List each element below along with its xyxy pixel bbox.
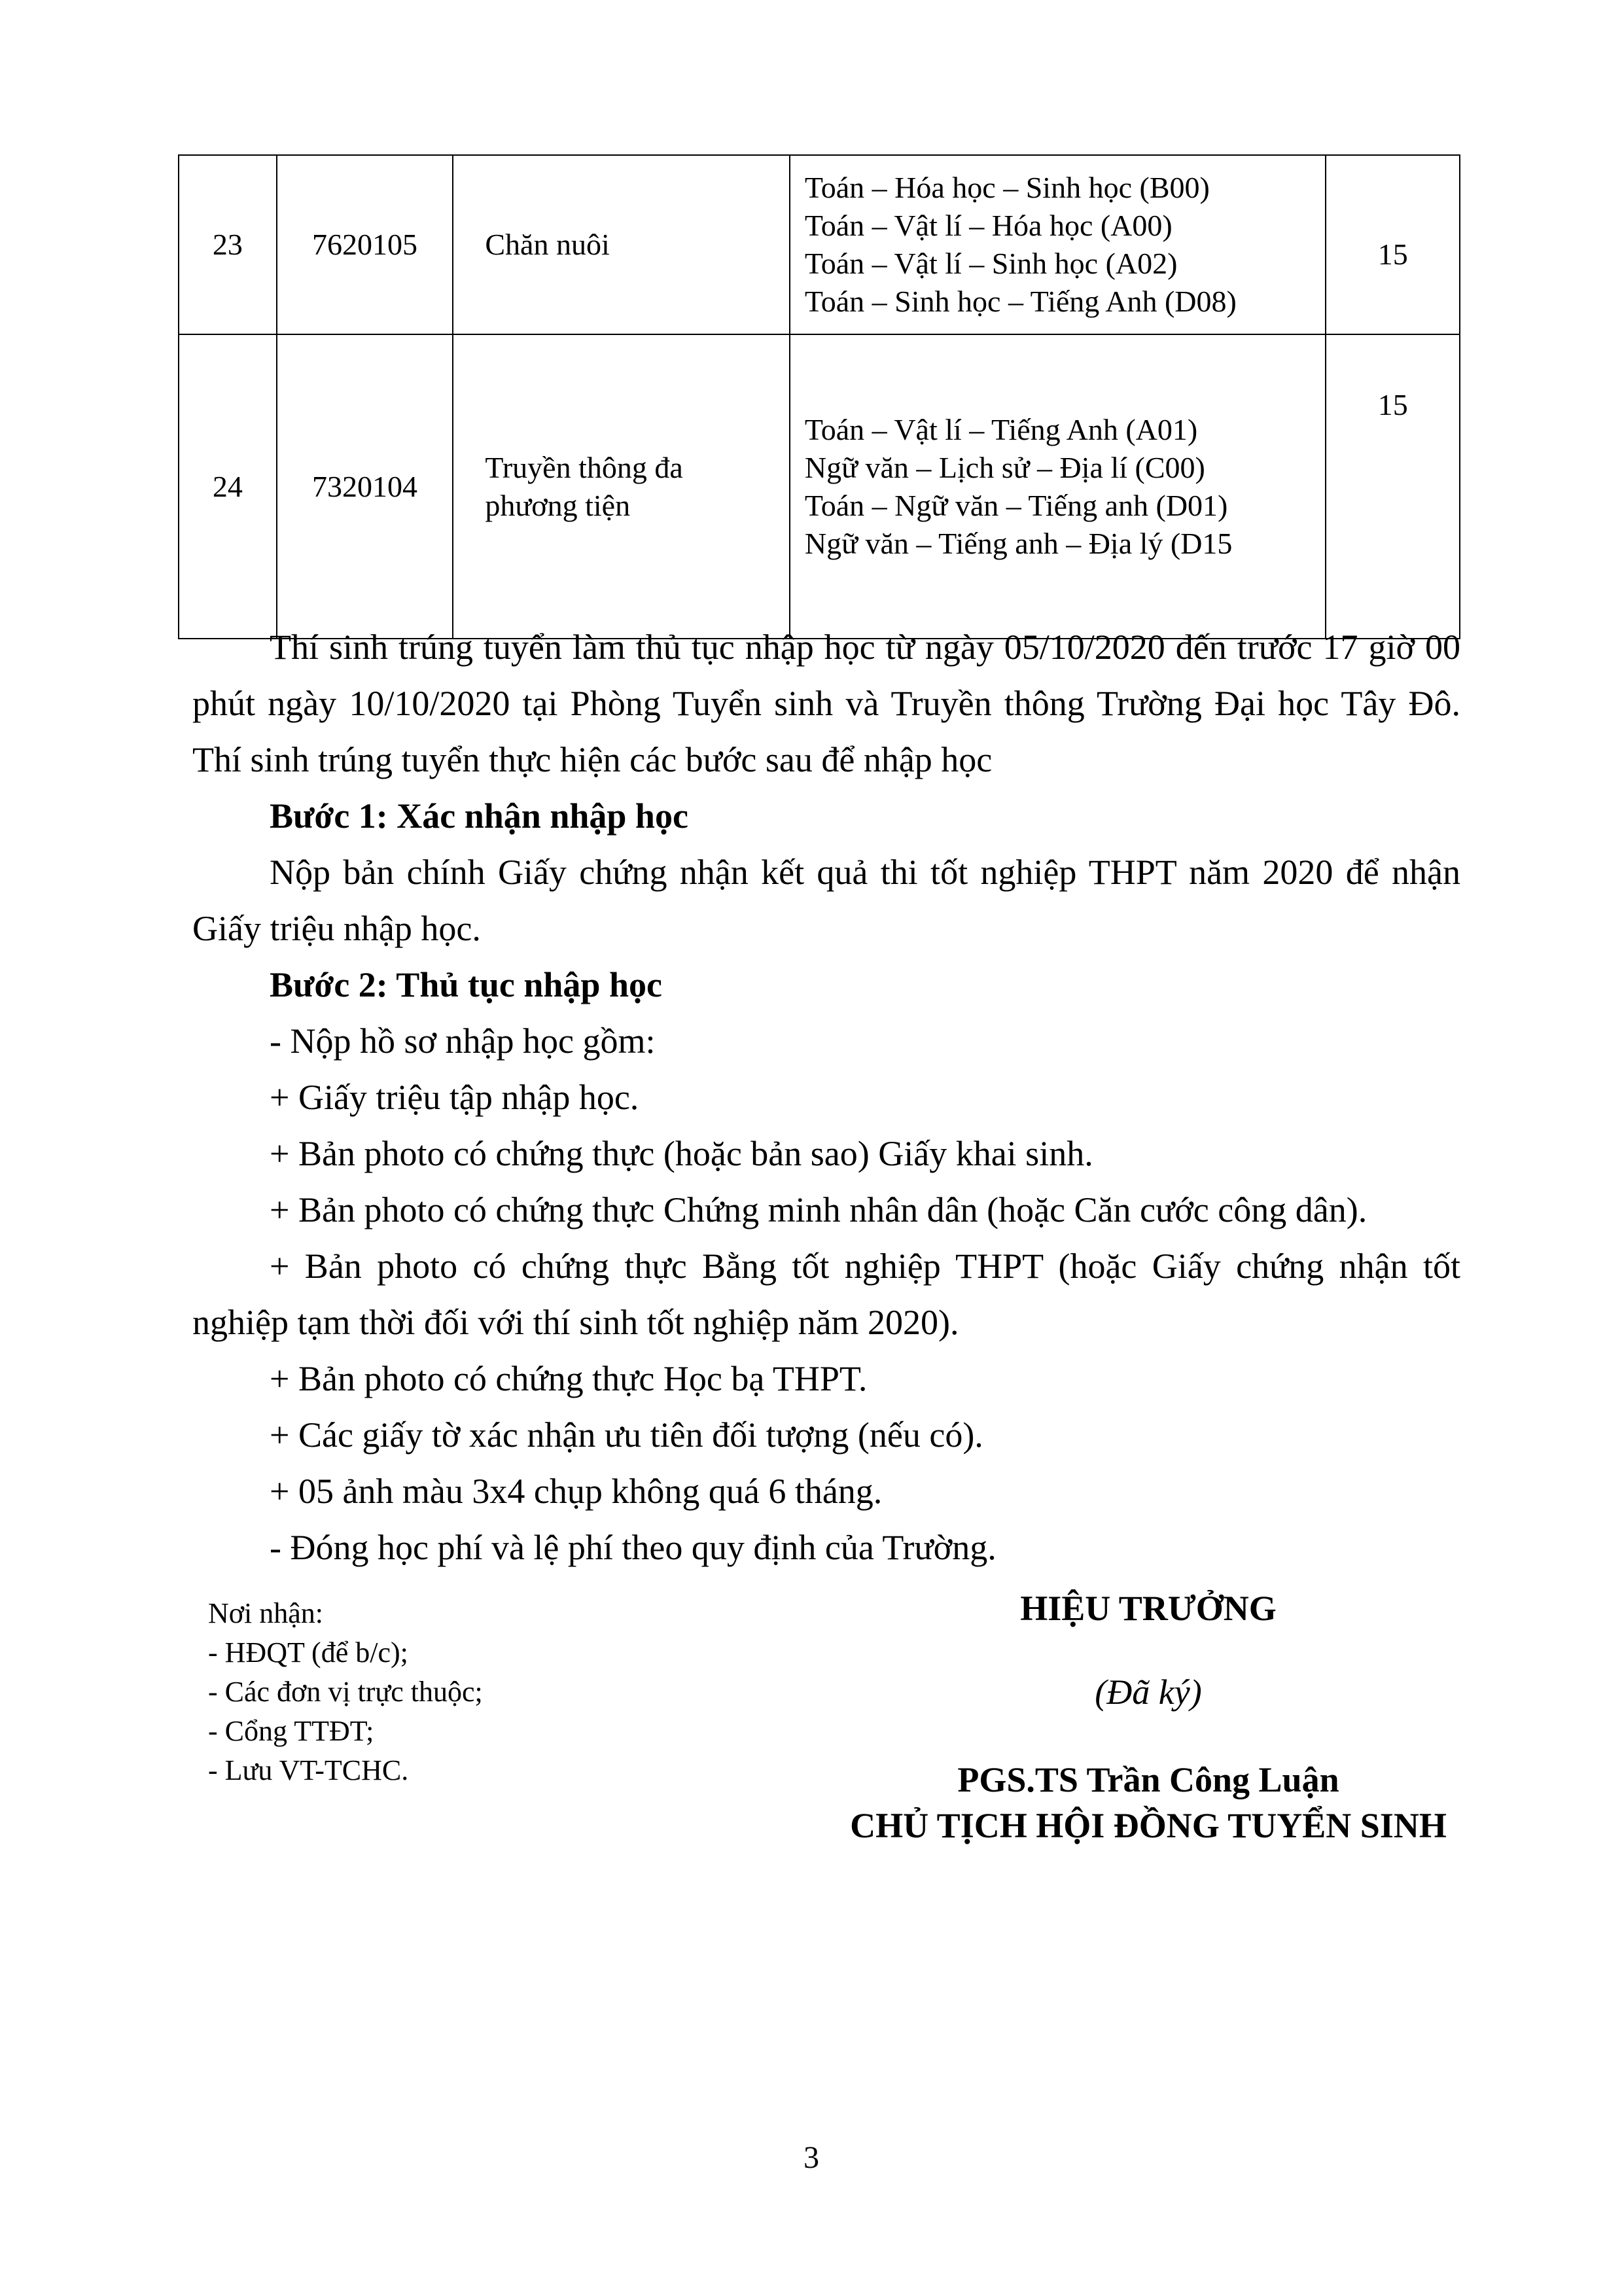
recipients-title: Nơi nhận: bbox=[208, 1597, 324, 1629]
page-number: 3 bbox=[803, 2140, 819, 2175]
combo-line: Ngữ văn – Tiếng anh – Địa lý (D15 bbox=[804, 526, 1233, 560]
signer-title: CHỦ TỊCH HỘI ĐỒNG TUYỂN SINH bbox=[850, 1806, 1447, 1845]
list-item: + Bản photo có chứng thực Chứng minh nhân dân (hoặc Căn cước công dân). bbox=[270, 1190, 1368, 1229]
row-major-name bbox=[453, 334, 790, 639]
table-row bbox=[179, 155, 1460, 334]
combo-line: Toán – Vật lí – Tiếng Anh (A01) bbox=[804, 412, 1198, 446]
row-stt: 23 bbox=[179, 155, 277, 334]
combo-line: Ngữ văn – Lịch sử – Địa lí (C00) bbox=[804, 450, 1205, 484]
major-name-line: Chăn nuôi bbox=[485, 228, 610, 261]
list-item: + Bản photo có chứng thực (hoặc bản sao) Giấy khai sinh. bbox=[270, 1134, 1093, 1173]
list-item: + 05 ảnh màu 3x4 chụp không quá 6 tháng. bbox=[270, 1472, 883, 1511]
admission-table bbox=[178, 154, 1460, 639]
combo-line: Toán – Vật lí – Sinh học (A02) bbox=[804, 247, 1178, 280]
recipient-item: - Cổng TTĐT; bbox=[208, 1715, 374, 1747]
combo-line: Toán – Sinh học – Tiếng Anh (D08) bbox=[804, 285, 1237, 318]
list-item: + Bản photo có chứng thực Học bạ THPT. bbox=[270, 1359, 868, 1398]
combo-line: Toán – Ngữ văn – Tiếng anh (D01) bbox=[804, 488, 1228, 522]
recipient-item: - HĐQT (để b/c); bbox=[208, 1636, 408, 1669]
step1-text: Nộp bản chính Giấy chứng nhận kết quả thi tốt nghiệp THPT năm 2020 để nhận Giấy triệu nhập học. bbox=[192, 853, 1460, 948]
recipient-item: - Lưu VT-TCHC. bbox=[208, 1754, 409, 1786]
row-subject-combos bbox=[790, 334, 1326, 639]
major-name-line: phương tiện bbox=[485, 488, 631, 522]
step1-heading: Bước 1: Xác nhận nhập học bbox=[270, 796, 688, 836]
list-item: + Giấy triệu tập nhập học. bbox=[270, 1078, 639, 1117]
recipients-block bbox=[208, 1594, 483, 1790]
combo-line: Toán – Vật lí – Hóa học (A00) bbox=[804, 209, 1173, 242]
table-row bbox=[179, 334, 1460, 639]
list-item: - Nộp hồ sơ nhập học gồm: bbox=[270, 1021, 656, 1061]
intro-paragraph: Thí sinh trúng tuyển làm thủ tục nhập học từ ngày 05/10/2020 đến trước 17 giờ 00 phút ngày 10/10/2020 tại Phòng Tuyển sinh và Truyền thông Trường Đại học Tây Đô. Thí sinh trúng tuyển thực hiện các bước sau để nhập học bbox=[192, 627, 1460, 779]
row-major-name bbox=[453, 155, 790, 334]
list-item: + Bản photo có chứng thực Bằng tốt nghiệp THPT (hoặc Giấy chứng nhận tốt nghiệp tạm thời đối với thí sinh tốt nghiệp năm 2020). bbox=[192, 1246, 1460, 1342]
row-major-code: 7620105 bbox=[277, 155, 453, 334]
row-major-code: 7320104 bbox=[277, 334, 453, 639]
list-item: - Đóng học phí và lệ phí theo quy định của Trường. bbox=[270, 1528, 997, 1567]
row-score: 15 bbox=[1326, 334, 1460, 639]
row-subject-combos bbox=[790, 155, 1326, 334]
row-score: 15 bbox=[1326, 155, 1460, 334]
combo-line: Toán – Hóa học – Sinh học (B00) bbox=[804, 171, 1210, 204]
signer-name: PGS.TS Trần Công Luận bbox=[957, 1760, 1339, 1799]
list-item: + Các giấy tờ xác nhận ưu tiên đối tượng (nếu có). bbox=[270, 1415, 983, 1455]
major-name-line: Truyền thông đa bbox=[485, 450, 683, 484]
step2-heading: Bước 2: Thủ tục nhập học bbox=[270, 965, 662, 1004]
signer-role: HIỆU TRƯỞNG bbox=[1020, 1589, 1277, 1628]
row-stt: 24 bbox=[179, 334, 277, 639]
signed-note: (Đã ký) bbox=[1095, 1672, 1202, 1712]
recipient-item: - Các đơn vị trực thuộc; bbox=[208, 1676, 483, 1708]
